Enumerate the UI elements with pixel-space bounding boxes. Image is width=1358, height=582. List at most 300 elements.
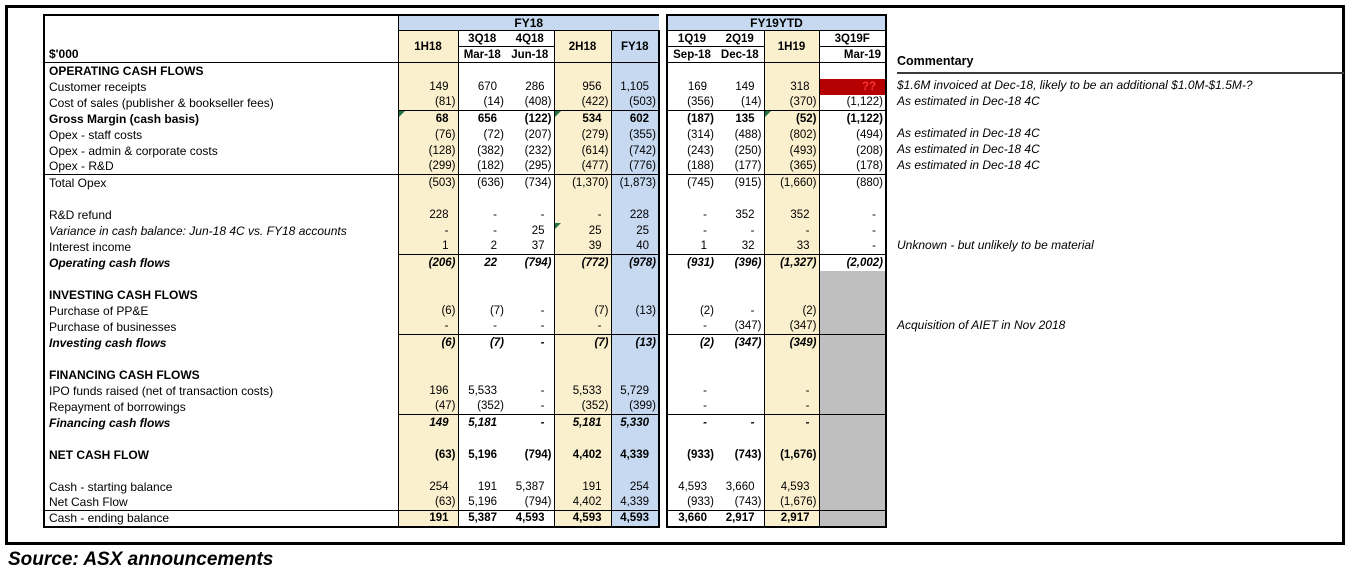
- cell-1q19: [667, 63, 716, 79]
- cell-4q18: 25: [506, 223, 554, 239]
- cash-flow-table: [43, 14, 887, 528]
- commentary-note: Unknown - but unlikely to be material: [897, 238, 1094, 252]
- table-row: [44, 463, 886, 479]
- cell-fy18: [611, 319, 659, 335]
- commentary-note: As estimated in Dec-18 4C: [897, 158, 1040, 172]
- cell-fy18: 602: [611, 111, 659, 127]
- row-label: Cash - ending balance: [44, 511, 398, 527]
- report-frame: [5, 5, 1345, 545]
- cell-fy18: (978): [611, 255, 659, 271]
- col-header-4q18: 4Q18: [506, 31, 554, 47]
- cell-2h18: 5,533: [554, 383, 611, 399]
- cell-1h19: [764, 367, 819, 383]
- row-label: Total Opex: [44, 175, 398, 191]
- comment-flag-icon: [765, 111, 771, 117]
- cell-fy18: 25: [611, 223, 659, 239]
- cell-3q19f: [819, 191, 886, 207]
- row-label: Purchase of businesses: [44, 319, 398, 335]
- row-label: Gross Margin (cash basis): [44, 111, 398, 127]
- cell-3q18: (72): [483, 128, 504, 141]
- cell-2h18: (352): [554, 399, 611, 415]
- cell-2q19: 3,660: [716, 479, 764, 495]
- block-gap: [659, 255, 667, 271]
- row-label: Repayment of borrowings: [44, 399, 398, 415]
- cell-1h19: 2,917: [764, 511, 819, 527]
- cell-2h18: (772): [554, 255, 611, 271]
- cell-2q19: 135: [716, 111, 764, 127]
- cell-1h19: (493): [764, 143, 819, 159]
- cell-fy18: [611, 63, 659, 79]
- cell-2q19: (347): [716, 319, 764, 335]
- col-header-3q19f: 3Q19F: [819, 31, 886, 47]
- table-row: [44, 255, 886, 271]
- cell-3q18: [458, 271, 506, 287]
- cell-fy18: (13): [611, 335, 659, 351]
- cell-1h18: -: [398, 319, 458, 335]
- block-gap: [659, 399, 667, 415]
- cell-1h19: [764, 63, 819, 79]
- cell-2h18: [554, 463, 611, 479]
- block-gap: [659, 383, 667, 399]
- table-row: [44, 271, 886, 287]
- cell-1q19: [667, 367, 716, 383]
- cell-3q18: [458, 351, 506, 367]
- cell-3q19f: [819, 367, 886, 383]
- cell-3q19f: (1,122): [819, 111, 886, 127]
- comment-flag-icon: [399, 111, 405, 117]
- row-label: NET CASH FLOW: [44, 447, 398, 463]
- cell-2h18: [554, 63, 611, 79]
- cell-2q19: (743): [716, 447, 764, 463]
- cell-4q18: (408): [506, 95, 554, 111]
- cell-3q19f: [819, 511, 886, 527]
- table-row: [44, 111, 886, 127]
- cell-2q19: (250): [716, 143, 764, 159]
- cell-1q19: -: [667, 319, 716, 335]
- table-row: [44, 495, 886, 511]
- cell-4q18: -: [506, 319, 554, 335]
- cell-2q19: (915): [716, 175, 764, 191]
- cell-2q19: -: [716, 415, 764, 431]
- cell-fy18: [611, 287, 659, 303]
- table-row: [44, 63, 886, 79]
- cell-1h18: (299): [398, 159, 458, 175]
- cell-3q18: -: [493, 320, 497, 333]
- cell-3q18: (636): [458, 175, 506, 191]
- cell-2q19: [716, 463, 764, 479]
- cell-1h18: 149: [398, 415, 458, 431]
- cell-1h18: 1: [398, 239, 458, 255]
- cell-3q19f: [819, 319, 886, 335]
- row-label: Opex - admin & corporate costs: [44, 143, 398, 159]
- cell-2h18: 4,402: [554, 447, 611, 463]
- cell-1q19: (933): [667, 447, 716, 463]
- block-gap: [659, 159, 667, 175]
- cell-3q19f: [819, 463, 886, 479]
- cell-1h18: [398, 431, 458, 447]
- cell-1h19: 33: [764, 239, 819, 255]
- col-header-3q18: 3Q18: [458, 31, 506, 47]
- cell-2q19: 149: [716, 79, 764, 95]
- cell-1h18: [398, 367, 458, 383]
- cell-1h19: 352: [764, 207, 819, 223]
- table-row: [44, 191, 886, 207]
- cell-fy18: 254: [611, 479, 659, 495]
- cell-1h18: (6): [398, 335, 458, 351]
- cell-3q18: (352): [477, 400, 504, 413]
- cell-1q19: -: [667, 399, 716, 415]
- block-gap: [659, 447, 667, 463]
- cell-3q18: 5,533: [468, 384, 497, 397]
- cell-1q19: (931): [667, 255, 716, 271]
- row-label: [44, 351, 398, 367]
- cell-2q19: (488): [716, 127, 764, 143]
- cell-3q18: 22: [458, 255, 506, 271]
- cell-3q19f: [819, 447, 886, 463]
- cell-4q18: [506, 271, 554, 287]
- cell-3q18: 670: [477, 80, 497, 93]
- cell-2q19: [716, 191, 764, 207]
- cell-2h18: -: [554, 207, 611, 223]
- block-gap: [659, 175, 667, 191]
- cell-1h19: (802): [764, 127, 819, 143]
- cell-2h18: [554, 191, 611, 207]
- block-gap: [659, 479, 667, 495]
- cell-1h18: (81): [398, 95, 458, 111]
- cell-fy18: (1,873): [611, 175, 659, 191]
- cell-fy18: (503): [611, 95, 659, 111]
- cell-3q18: 5,181: [458, 415, 506, 431]
- cell-1q19: (933): [667, 495, 716, 511]
- cell-1q19: 3,660: [667, 511, 716, 527]
- cell-1h18: [398, 271, 458, 287]
- row-label: OPERATING CASH FLOWS: [44, 63, 398, 79]
- cell-2h18: [554, 367, 611, 383]
- block-gap: [659, 319, 667, 335]
- cell-3q18: 656: [458, 111, 506, 127]
- cell-fy18: (776): [611, 159, 659, 175]
- cell-3q19f: -: [819, 239, 886, 255]
- cell-3q19f: (1,122): [819, 95, 886, 111]
- cell-1h19: -: [764, 399, 819, 415]
- cell-1h18: -: [398, 223, 458, 239]
- commentary-column: [897, 14, 1346, 534]
- row-label: Financing cash flows: [44, 415, 398, 431]
- cell-4q18: 286: [506, 79, 554, 95]
- block-gap: [659, 191, 667, 207]
- cell-1h19: (1,676): [764, 495, 819, 511]
- cell-1q19: -: [667, 415, 716, 431]
- cell-2q19: [716, 383, 764, 399]
- cell-3q19f: [819, 335, 886, 351]
- cell-4q18: [506, 367, 554, 383]
- block-gap: [659, 367, 667, 383]
- cell-3q19f: [819, 495, 886, 511]
- cell-2q19: -: [716, 223, 764, 239]
- cell-3q19f: [819, 383, 886, 399]
- cell-1q19: (314): [667, 127, 716, 143]
- cell-2q19: 2,917: [716, 511, 764, 527]
- cell-3q18: 191: [477, 480, 497, 493]
- block-gap: [659, 79, 667, 95]
- block-gap: [659, 95, 667, 111]
- cell-2h18: (422): [554, 95, 611, 111]
- cell-4q18: [506, 191, 554, 207]
- cell-2q19: (743): [716, 495, 764, 511]
- block-gap: [659, 415, 667, 431]
- block-gap: [659, 511, 667, 527]
- cell-1h19: -: [764, 223, 819, 239]
- table-row: [44, 431, 886, 447]
- cell-1h18: 68: [398, 111, 458, 127]
- cell-2h18: [554, 271, 611, 287]
- col-header-2q19: 2Q19: [716, 31, 764, 47]
- cell-3q18: [458, 191, 506, 207]
- table-row: [44, 303, 886, 319]
- cell-3q19f: [819, 303, 886, 319]
- row-label: [44, 271, 398, 287]
- cell-2q19: [716, 399, 764, 415]
- cell-4q18: -: [506, 303, 554, 319]
- cell-3q18: 2: [490, 240, 497, 253]
- row-label: Investing cash flows: [44, 335, 398, 351]
- cell-3q19f: -: [819, 207, 886, 223]
- block-gap: [659, 63, 667, 79]
- table-row: [44, 287, 886, 303]
- cell-1h19: [764, 191, 819, 207]
- table-row: [44, 223, 886, 239]
- block-gap: [659, 287, 667, 303]
- cell-2h18: 39: [554, 239, 611, 255]
- row-label: [44, 463, 398, 479]
- table-row: [44, 207, 886, 223]
- cell-1q19: (187): [667, 111, 716, 127]
- cell-1h18: (6): [398, 303, 458, 319]
- cell-3q18: [458, 287, 506, 303]
- cell-1h18: (503): [398, 175, 458, 191]
- cell-4q18: [506, 351, 554, 367]
- block-gap: [659, 223, 667, 239]
- cell-fy18: 4,339: [611, 495, 659, 511]
- cell-4q18: [506, 463, 554, 479]
- cell-1h19: [764, 271, 819, 287]
- cell-3q18: [458, 431, 506, 447]
- block-gap: [659, 271, 667, 287]
- cell-3q19f: (494): [819, 127, 886, 143]
- cell-3q19f: (2,002): [819, 255, 886, 271]
- row-label: Cash - starting balance: [44, 479, 398, 495]
- table-row: [44, 351, 886, 367]
- source-note: Source: ASX announcements: [8, 549, 274, 570]
- cell-2h18: 25: [554, 223, 611, 239]
- cell-1h19: (1,660): [764, 175, 819, 191]
- cell-3q19f: [819, 415, 886, 431]
- commentary-note: As estimated in Dec-18 4C: [897, 94, 1040, 108]
- row-label: Operating cash flows: [44, 255, 398, 271]
- row-label: Cost of sales (publisher & bookseller fees): [44, 95, 398, 111]
- cell-fy18: (399): [611, 399, 659, 415]
- cell-2q19: [716, 351, 764, 367]
- table-row: [44, 415, 886, 431]
- block-gap: [659, 335, 667, 351]
- cell-1q19: (243): [667, 143, 716, 159]
- cell-3q18: 5,196: [468, 448, 497, 461]
- cell-4q18: -: [506, 335, 554, 351]
- cell-fy18: 1,105: [611, 79, 659, 95]
- cell-4q18: (232): [506, 143, 554, 159]
- comment-flag-icon: [555, 111, 561, 117]
- row-label: Opex - staff costs: [44, 127, 398, 143]
- table-row: [44, 175, 886, 191]
- cell-fy18: [611, 367, 659, 383]
- block-gap: [659, 111, 667, 127]
- cell-1q19: (745): [667, 175, 716, 191]
- cell-2h18: (7): [554, 335, 611, 351]
- cell-3q19f: [819, 63, 886, 79]
- row-label: [44, 431, 398, 447]
- subcol-header-dec18: Dec-18: [716, 47, 764, 63]
- cell-1h19: (365): [764, 159, 819, 175]
- block-gap: [659, 239, 667, 255]
- cell-1q19: (188): [667, 159, 716, 175]
- row-label: INVESTING CASH FLOWS: [44, 287, 398, 303]
- cell-3q18: [458, 63, 506, 79]
- cell-1h19: -: [764, 383, 819, 399]
- subcol-header-jun18: Jun-18: [506, 47, 554, 63]
- cell-fy18: 5,729: [611, 383, 659, 399]
- cell-3q19f: (208): [819, 143, 886, 159]
- cell-fy18: [611, 431, 659, 447]
- row-label: FINANCING CASH FLOWS: [44, 367, 398, 383]
- table-row: [44, 447, 886, 463]
- cell-1h18: 228: [398, 207, 458, 223]
- row-label: [44, 191, 398, 207]
- col-header-1h18: 1H18: [398, 31, 458, 63]
- cell-1q19: [667, 351, 716, 367]
- cell-1h19: 318: [764, 79, 819, 95]
- cell-1h18: (47): [398, 399, 458, 415]
- cell-1q19: 4,593: [667, 479, 716, 495]
- cell-1h19: (370): [764, 95, 819, 111]
- cell-1h19: (52): [764, 111, 819, 127]
- table-row: [44, 383, 886, 399]
- cell-2q19: 352: [716, 207, 764, 223]
- cell-4q18: (122): [506, 111, 554, 127]
- cell-3q19f: (178): [819, 159, 886, 175]
- cell-2q19: -: [716, 303, 764, 319]
- cell-3q19f: (880): [819, 175, 886, 191]
- cell-1h18: (128): [398, 143, 458, 159]
- cell-3q19f: ??: [819, 79, 886, 95]
- cell-2q19: [716, 63, 764, 79]
- cell-4q18: 37: [506, 239, 554, 255]
- cell-2q19: [716, 367, 764, 383]
- cell-3q19f: [819, 431, 886, 447]
- row-label: Interest income: [44, 239, 398, 255]
- cell-2h18: [554, 431, 611, 447]
- cell-1q19: [667, 191, 716, 207]
- table-row: [44, 367, 886, 383]
- cell-4q18: -: [506, 399, 554, 415]
- table-row: [44, 127, 886, 143]
- cell-3q18: 5,387: [458, 511, 506, 527]
- cell-1h19: (349): [764, 335, 819, 351]
- cell-2q19: (14): [716, 95, 764, 111]
- cell-3q18: (7): [489, 304, 504, 317]
- cell-fy18: [611, 191, 659, 207]
- cell-2q19: [716, 271, 764, 287]
- cell-2h18: 5,181: [554, 415, 611, 431]
- cell-3q18: [458, 463, 506, 479]
- cell-1q19: (356): [667, 95, 716, 111]
- table-row: [44, 159, 886, 175]
- cell-3q18: (14): [483, 96, 504, 109]
- cell-2h18: (614): [554, 143, 611, 159]
- cell-2h18: 4,593: [554, 511, 611, 527]
- subcol-header-sep18: Sep-18: [667, 47, 716, 63]
- cell-1h19: [764, 463, 819, 479]
- subcol-header-mar19: Mar-19: [819, 47, 886, 63]
- cell-fy18: 4,339: [611, 447, 659, 463]
- cell-3q18: (182): [477, 160, 504, 173]
- cell-1q19: -: [667, 383, 716, 399]
- table-row: [44, 239, 886, 255]
- cell-4q18: (295): [506, 159, 554, 175]
- cell-1h18: 254: [398, 479, 458, 495]
- cell-1q19: [667, 463, 716, 479]
- cell-2q19: [716, 431, 764, 447]
- commentary-note: As estimated in Dec-18 4C: [897, 126, 1040, 140]
- block-gap: [659, 15, 667, 63]
- cell-fy18: 228: [611, 207, 659, 223]
- commentary-note: As estimated in Dec-18 4C: [897, 142, 1040, 156]
- cell-2q19: 32: [716, 239, 764, 255]
- cell-3q18: (7): [458, 335, 506, 351]
- cell-3q18: (382): [477, 144, 504, 157]
- block-gap: [659, 127, 667, 143]
- cell-1h19: (1,327): [764, 255, 819, 271]
- row-label: Purchase of PP&E: [44, 303, 398, 319]
- cell-1h18: (206): [398, 255, 458, 271]
- commentary-note: Acquisition of AIET in Nov 2018: [897, 318, 1066, 332]
- row-label: Opex - R&D: [44, 159, 398, 175]
- cell-2h18: 4,402: [554, 495, 611, 511]
- col-header-fy18: FY18: [611, 31, 659, 63]
- cell-1q19: 1: [667, 239, 716, 255]
- cell-fy18: 4,593: [611, 511, 659, 527]
- table-row: [44, 79, 886, 95]
- table-body: [44, 63, 886, 527]
- comment-flag-icon: [555, 223, 561, 229]
- cell-4q18: [506, 63, 554, 79]
- col-header-1h19: 1H19: [764, 31, 819, 63]
- table-row: [44, 335, 886, 351]
- cell-1q19: [667, 287, 716, 303]
- block-gap: [659, 207, 667, 223]
- cell-2h18: (477): [554, 159, 611, 175]
- units-label: $'000: [44, 15, 398, 63]
- block-gap: [659, 431, 667, 447]
- cell-2h18: 956: [554, 79, 611, 95]
- cell-fy18: (355): [611, 127, 659, 143]
- cell-1h18: 149: [398, 79, 458, 95]
- cell-3q19f: [819, 479, 886, 495]
- cell-3q19f: [819, 399, 886, 415]
- cell-1q19: (2): [667, 335, 716, 351]
- row-label: Customer receipts: [44, 79, 398, 95]
- table-row: [44, 479, 886, 495]
- cell-1h18: [398, 63, 458, 79]
